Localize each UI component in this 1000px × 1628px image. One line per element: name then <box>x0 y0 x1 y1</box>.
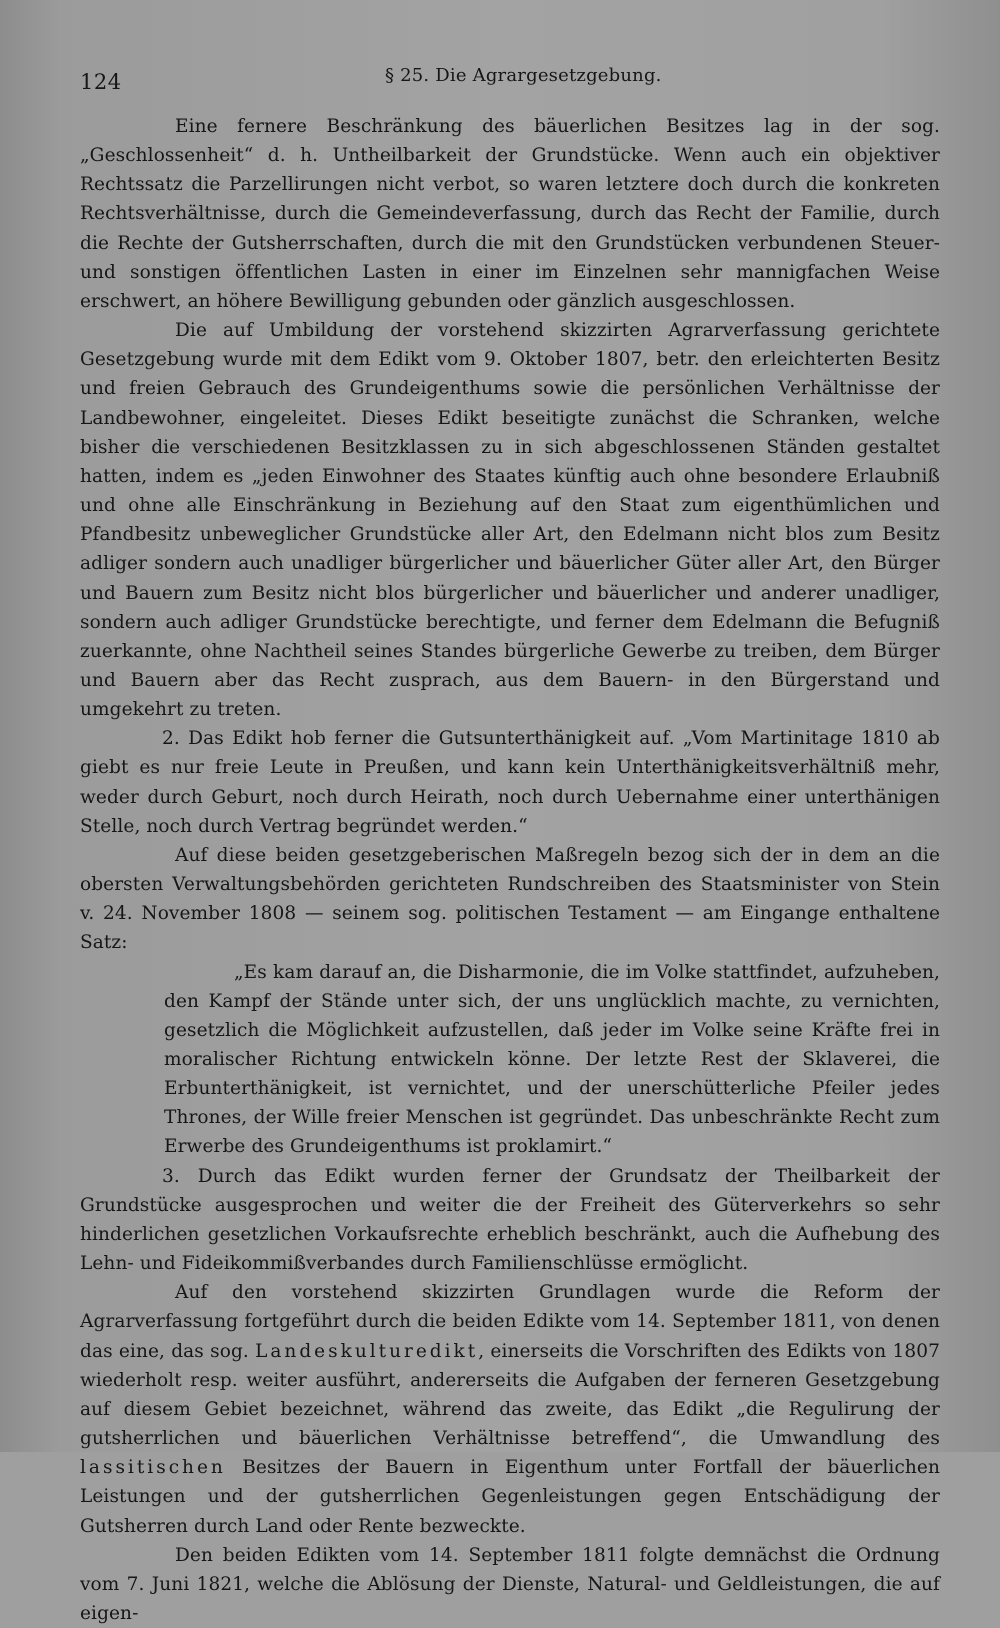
paragraph-segment: Besitzes der Bauern in Eigenthum unter Fortfall der bäuerlichen Leistungen und der gutsherrlichen Gegenleistungen gegen Entschädigung der Gutsherren durch Land oder Rente bezweckte. <box>80 1457 940 1537</box>
paragraph-geschlossenheit: Eine fernere Beschränkung des bäuerlichen Besitzes lag in der sog. „Geschlossenheit“ d. h. Untheilbarkeit der Grundstücke. Wenn auch ein objektiver Rechtssatz die Parzellirungen nicht verbot, so waren letztere doch durch die konkreten Rechtsverhältnisse, durch die Gemeindeverfassung, durch das Recht der Familie, durch die Rechte der Gutsherrschaften, durch die mit den Grundstücken verbundenen Steuer- und sonstigen öffentlichen Lasten in einer im Einzelnen sehr mannigfachen Weise erschwert, an höhere Bewilligung gebunden oder gänzlich ausgeschlossen. <box>80 116 940 312</box>
running-head: § 25. Die Agrargesetzgebung. <box>385 65 662 86</box>
paragraph-ordnung-1821: Den beiden Edikten vom 14. September 1811 folgte demnächst die Ordnung vom 7. Juni 1821, welche die Ablösung der Dienste, Natural- und Geldleistungen, die auf eigen- <box>80 1544 940 1624</box>
paragraph-edikte-1811 <box>80 1278 940 1540</box>
paragraph-segment: Auf den vorstehend skizzirten Grundlagen wurde die Reform der Agrarverfassung fortgeführt durch die beiden Edikte vom 14. September 1811, von denen das eine, das sog. <box>80 1282 940 1362</box>
paragraph-segment: , einerseits die Vorschriften des Edikts von 1807 wiederholt resp. weiter ausführt, andererseits die Aufgaben der ferneren Gesetzgebung auf diesem Gebiet bezeichnet, während das zweite, das Edikt „die Regulirung der gutsherrlichen und bäuerlichen Verhältnisse betreffend“, die Umwandlung des <box>80 1340 940 1450</box>
body-text <box>80 112 940 1628</box>
paragraph-theilbarkeit: 3. Durch das Edikt wurden ferner der Grundsatz der Theilbarkeit der Grundstücke ausgesprochen und weiter die der Freiheit des Güterverkehrs so sehr hinderlichen gesetzlichen Vorkaufsrechte erheblich beschränkt, auch die Aufhebung des Lehn- und Fideikommißverbandes durch Familienschlüsse ermöglicht. <box>80 1165 940 1275</box>
emphasized-term-lassitischen: lassitischen <box>80 1457 226 1479</box>
page-number: 124 <box>80 70 122 94</box>
paragraph-edikt-1807: Die auf Umbildung der vorstehend skizzirten Agrarverfassung gerichtete Gesetzgebung wurde mit dem Edikt vom 9. Oktober 1807, betr. den erleichterten Besitz und freien Gebrauch des Grundeigenthums sowie die persönlichen Verhältnisse der Landbewohner, eingeleitet. Dieses Edikt beseitigte zunächst die Schranken, welche bisher die verschiedenen Besitzklassen zu in sich abgeschlossenen Ständen gestaltet hatten, indem es „jeden Einwohner des Staates künftig auch ohne besondere Erlaubniß und ohne alle Einschränkung in Beziehung auf den Staat zum eigenthümlichen und Pfandbesitz unbeweglicher Grundstücke aller Art, den Edelmann nicht blos zum Besitz adliger sondern auch unadliger bürgerlicher und bäuerlicher Güter aller Art, den Bürger und Bauern zum Besitz nicht blos bürgerlicher und bäuerlicher und anderer unadliger, sondern auch adliger Grundstücke berechtigte, und ferner dem Edelmann die Befugniß zuerkannte, ohne Nachtheil seines Standes bürgerliche Gewerbe zu treiben, dem Bürger und Bauern aber das Recht zusprach, aus dem Bauern- in den Bürgerstand und umgekehrt zu treten. <box>80 320 940 721</box>
quote-political-testament: „Es kam darauf an, die Disharmonie, die im Volke stattfindet, aufzuheben, den Kampf der Stände unter sich, der uns unglücklich machte, zu vernichten, gesetzlich die Möglichkeit aufzustellen, daß jeder im Volke seine Kräfte frei in moralischer Richtung entwickeln könne. Der letzte Rest der Sklaverei, die Erbunterthänigkeit, ist vernichtet, und der unerschütterliche Pfeiler jedes Thrones, der Wille freier Menschen ist gegründet. Das unbeschränkte Recht zum Erwerbe des Grundeigenthums ist proklamirt.“ <box>164 961 940 1158</box>
emphasized-term-landeskulturedikt: Landeskulturedikt <box>255 1340 479 1362</box>
paragraph-gutsunterthaenigkeit: 2. Das Edikt hob ferner die Gutsunterthänigkeit auf. „Vom Martinitage 1810 ab giebt es nur freie Leute in Preußen, und kann kein Unterthänigkeitsverhältniß mehr, weder durch Geburt, noch durch Heirath, noch durch Uebernahme einer unterthänigen Stelle, noch durch Vertrag begründet werden.“ <box>80 728 940 837</box>
page-header <box>80 62 938 98</box>
paragraph-stein-rundschreiben: Auf diese beiden gesetzgeberischen Maßregeln bezog sich der in dem an die obersten Verwaltungsbehörden gerichteten Rundschreiben des Staatsminister von Stein v. 24. November 1808 — seinem sog. politischen Testament — am Eingange enthaltene Satz: <box>80 844 940 954</box>
